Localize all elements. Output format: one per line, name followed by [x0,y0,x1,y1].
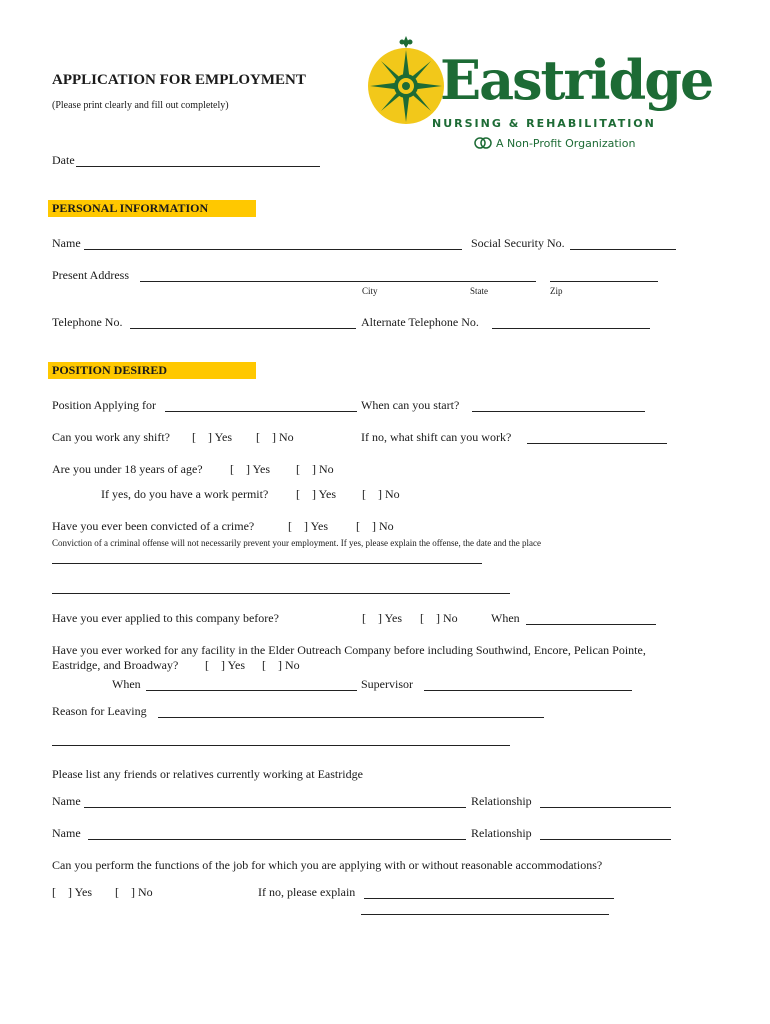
alt-telephone-label: Alternate Telephone No. [361,315,479,329]
position-field[interactable] [165,411,357,412]
explain-field-1[interactable] [364,898,614,899]
perform-no-checkbox[interactable]: [ ] No [115,885,153,899]
elder-yes-checkbox[interactable]: [ ] Yes [205,658,246,672]
form-subtitle: (Please print clearly and fill out completely) [52,100,229,111]
under18-no-checkbox[interactable]: [ ] No [296,462,334,476]
friend2-relationship-field[interactable] [540,839,671,840]
elder-question-line2: Eastridge, and Broadway? [52,658,179,672]
permit-yes-checkbox[interactable]: [ ] Yes [296,487,337,501]
date-field[interactable] [76,166,320,167]
reason-field-1[interactable] [158,717,544,718]
friends-label: Please list any friends or relatives currently working at Eastridge [52,767,363,781]
start-field[interactable] [472,411,645,412]
conviction-explain-field-1[interactable] [52,563,482,564]
friend1-relationship-field[interactable] [540,807,671,808]
applied-when-field[interactable] [526,624,656,625]
perform-label: Can you perform the functions of the job for which you are applying with or without reasonable accommodations? [52,858,603,872]
elder-when-field[interactable] [146,690,357,691]
elder-when-label: When [112,677,141,691]
friend2-name-field[interactable] [88,839,466,840]
date-label: Date [52,153,75,167]
explain-label: If no, please explain [258,885,356,899]
applied-before-yes-checkbox[interactable]: [ ] Yes [362,611,403,625]
nonprofit-line [474,134,635,152]
reason-label: Reason for Leaving [52,704,147,718]
personal-info-header: PERSONAL INFORMATION [48,200,256,217]
ssn-field[interactable] [570,249,676,250]
zip-field[interactable] [550,281,658,282]
start-label: When can you start? [361,398,460,412]
convicted-yes-checkbox[interactable]: [ ] Yes [288,519,329,533]
alt-telephone-field[interactable] [492,328,650,329]
convicted-label: Have you ever been convicted of a crime? [52,519,255,533]
under18-yes-checkbox[interactable]: [ ] Yes [230,462,271,476]
what-shift-label: If no, what shift can you work? [361,430,512,444]
friend1-name-field[interactable] [84,807,466,808]
ssn-label: Social Security No. [471,236,565,250]
logo-name: Eastridge [440,48,713,112]
eastridge-logo [364,34,724,154]
any-shift-yes-checkbox[interactable]: [ ] Yes [192,430,233,444]
city-label: City [362,286,378,296]
supervisor-label: Supervisor [361,677,413,691]
name-field[interactable] [84,249,462,250]
address-label: Present Address [52,268,129,282]
conviction-note: Conviction of a criminal offense will not necessarily prevent your employment. If yes, please explain the offense, the date and the place [52,538,542,548]
friend2-name-label: Name [52,826,81,840]
position-desired-header: POSITION DESIRED [48,362,256,379]
convicted-no-checkbox[interactable]: [ ] No [356,519,394,533]
friend1-relationship-label: Relationship [471,794,532,808]
friend1-name-label: Name [52,794,81,808]
logo-tagline: NURSING & REHABILITATION [432,117,656,130]
any-shift-no-checkbox[interactable]: [ ] No [256,430,294,444]
name-label: Name [52,236,81,250]
what-shift-field[interactable] [527,443,667,444]
under18-label: Are you under 18 years of age? [52,462,203,476]
nonprofit-text: A Non-Profit Organization [496,136,636,150]
zip-label: Zip [550,286,563,296]
rings-icon [474,136,492,150]
elder-no-checkbox[interactable]: [ ] No [262,658,300,672]
telephone-label: Telephone No. [52,315,123,329]
reason-field-2[interactable] [52,745,510,746]
elder-question-line1: Have you ever worked for any facility in the Elder Outreach Company before including Southwind, Encore, Pelican Pointe, [52,643,646,657]
address-field[interactable] [140,281,536,282]
form-title: APPLICATION FOR EMPLOYMENT [52,72,306,88]
applied-before-label: Have you ever applied to this company before? [52,611,279,625]
conviction-explain-field-2[interactable] [52,593,510,594]
state-label: State [470,286,488,296]
applied-when-label: When [491,611,520,625]
explain-field-2[interactable] [361,914,609,915]
supervisor-field[interactable] [424,690,632,691]
applied-before-no-checkbox[interactable]: [ ] No [420,611,458,625]
perform-yes-checkbox[interactable]: [ ] Yes [52,885,93,899]
permit-label: If yes, do you have a work permit? [101,487,269,501]
permit-no-checkbox[interactable]: [ ] No [362,487,400,501]
friend2-relationship-label: Relationship [471,826,532,840]
telephone-field[interactable] [130,328,356,329]
position-label: Position Applying for [52,398,157,412]
any-shift-label: Can you work any shift? [52,430,170,444]
